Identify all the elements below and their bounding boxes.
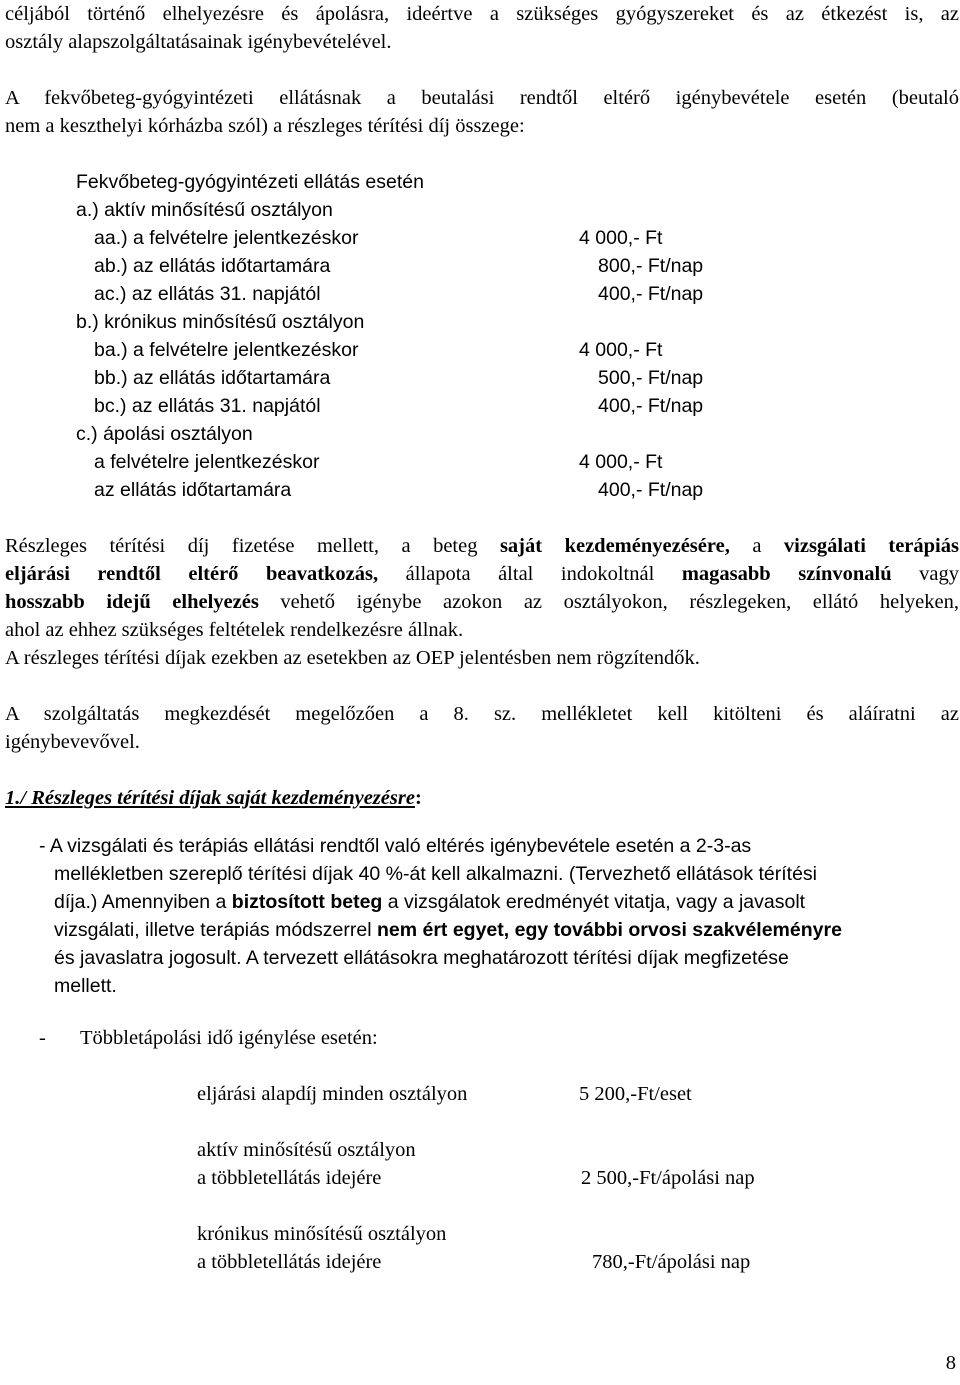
- intro-line-1: céljából történő elhelyezésre és ápolásra, ideértve a szükséges gyógyszereket és az étkezést is, az: [5, 3, 959, 25]
- text: vehető igénybe azokon az osztályokon, részlegeken, ellátó helyeken,: [258, 591, 959, 613]
- surcharge-amount: 5 200,-Ft/eset: [579, 1083, 692, 1105]
- oep-note: A részleges térítési díjak ezekben az esetekben az OEP jelentésben nem rögzítendők.: [5, 647, 700, 669]
- fee-row-label: bb.) az ellátás időtartamára: [94, 367, 331, 389]
- surcharge-amount: 780,-Ft/ápolási nap: [592, 1251, 751, 1273]
- bullet-1-line-5: és javaslatra jogosult. A tervezett ellátásokra meghatározott térítési díjak megfizetése: [54, 947, 789, 969]
- surcharge-label: eljárási alapdíj minden osztályon: [197, 1083, 468, 1105]
- fee-row-amount: 400,- Ft/nap: [598, 479, 704, 501]
- partial-line-2: [5, 560, 959, 588]
- bullet-1-line-6: mellett.: [54, 975, 117, 997]
- fee-row-amount: 500,- Ft/nap: [598, 367, 704, 389]
- bold-text: saját kezdeményezésére,: [499, 535, 730, 557]
- page-number: 8: [945, 1352, 956, 1374]
- bullet-2-text: Többletápolási idő igénylése esetén:: [80, 1027, 378, 1049]
- referral-line-2: nem a keszthelyi kórházba szól) a részleges térítési díj összege:: [5, 115, 525, 137]
- bold-text: nem ért egyet, egy további orvosi szakvéleményre: [376, 919, 842, 941]
- text: a: [729, 535, 784, 557]
- bold-text: magasabb színvonalú: [681, 563, 892, 585]
- partial-line-4: ahol az ehhez szükséges feltételek rendelkezésre állnak.: [5, 619, 464, 641]
- fee-row-amount: 400,- Ft/nap: [598, 395, 704, 417]
- text: a vizsgálatok eredményét vitatja, vagy a javasolt: [382, 891, 806, 913]
- fee-row-label: a felvételre jelentkezéskor: [94, 451, 320, 473]
- fee-table-title: Fekvőbeteg-gyógyintézeti ellátás esetén: [76, 171, 424, 193]
- surcharge-label: aktív minősítésű osztályon: [197, 1139, 416, 1161]
- fee-row-amount: 4 000,- Ft: [579, 451, 663, 473]
- bullet-2-dash: -: [39, 1027, 46, 1049]
- bullet-1-line-1: - A vizsgálati és terápiás ellátási rendtől való eltérés igénybevétele esetén a 2-3-as: [39, 835, 752, 857]
- bold-text: biztosított beteg: [231, 891, 383, 913]
- surcharge-label: krónikus minősítésű osztályon: [197, 1223, 447, 1245]
- bullet-1-line-4: [54, 916, 842, 944]
- heading-text: 1./ Részleges térítési díjak saját kezdeményezésre: [5, 787, 415, 809]
- bold-text: hosszabb idejű elhelyezés: [5, 591, 259, 613]
- fee-row-amount: 4 000,- Ft: [579, 339, 663, 361]
- partial-line-1: [5, 532, 959, 560]
- annex-line-1: A szolgáltatás megkezdését megelőzően a 8. sz. mellékletet kell kitölteni és aláíratni az: [5, 703, 959, 725]
- surcharge-label-cont: a többletellátás idejére: [197, 1251, 382, 1273]
- annex-line-2: igénybevevővel.: [5, 731, 140, 753]
- fee-row-label: ac.) az ellátás 31. napjától: [94, 283, 321, 305]
- surcharge-amount: 2 500,-Ft/ápolási nap: [581, 1167, 755, 1189]
- partial-line-3: [5, 588, 959, 616]
- bullet-1-line-3: [54, 888, 805, 916]
- intro-line-2: osztály alapszolgáltatásainak igénybevételével.: [5, 31, 392, 53]
- group-a-label: a.) aktív minősítésű osztályon: [76, 199, 333, 221]
- fee-row-label: aa.) a felvételre jelentkezéskor: [94, 227, 359, 249]
- group-c-label: c.) ápolási osztályon: [76, 423, 253, 445]
- referral-line-1: A fekvőbeteg-gyógyintézeti ellátásnak a beutalási rendtől eltérő igénybevétele esetén (beutaló: [5, 87, 959, 109]
- fee-row-amount: 400,- Ft/nap: [598, 283, 704, 305]
- heading-colon: :: [414, 787, 422, 809]
- text: Részleges térítési díj fizetése mellett, a beteg: [5, 535, 500, 557]
- fee-row-amount: 800,- Ft/nap: [598, 255, 704, 277]
- section-1-heading: [5, 784, 422, 812]
- surcharge-label-cont: a többletellátás idejére: [197, 1167, 382, 1189]
- text: vagy: [891, 563, 960, 585]
- fee-row-label: bc.) az ellátás 31. napjától: [94, 395, 321, 417]
- text: állapota által indokoltnál: [378, 563, 682, 585]
- text: vizsgálati, illetve terápiás módszerrel: [54, 919, 377, 941]
- fee-row-label: ab.) az ellátás időtartamára: [94, 255, 331, 277]
- bold-text: eljárási rendtől eltérő beavatkozás,: [5, 563, 379, 585]
- group-b-label: b.) krónikus minősítésű osztályon: [76, 311, 365, 333]
- fee-row-label: ba.) a felvételre jelentkezéskor: [94, 339, 359, 361]
- fee-row-label: az ellátás időtartamára: [94, 479, 292, 501]
- bullet-1-line-2: mellékletben szereplő térítési díjak 40 %-át kell alkalmazni. (Tervezhető ellátások térítési: [54, 863, 818, 885]
- bold-text: vizsgálati terápiás: [783, 535, 959, 557]
- text: díja.) Amennyiben a: [54, 891, 232, 913]
- fee-row-amount: 4 000,- Ft: [579, 227, 663, 249]
